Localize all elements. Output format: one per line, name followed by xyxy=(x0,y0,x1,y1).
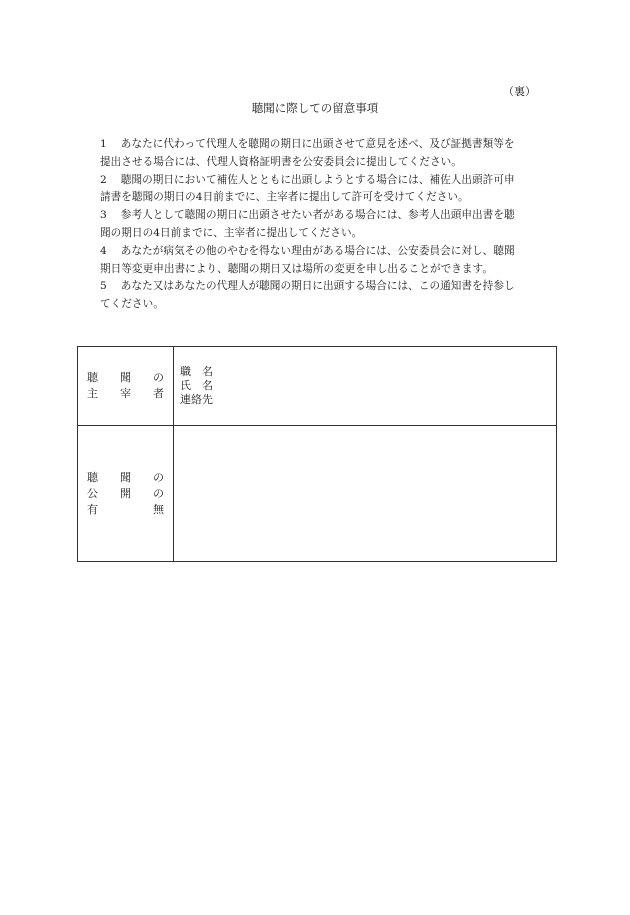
item-text-continued: 聞の期日の4日前までに、主宰者に提出してください。 xyxy=(100,226,363,239)
name-field-label: 氏 名 xyxy=(180,379,213,392)
presider-row xyxy=(78,347,557,426)
label-char: 無 xyxy=(153,502,164,516)
notice-items-list xyxy=(92,136,562,314)
notice-item-line xyxy=(100,296,562,314)
item-number: 4 xyxy=(100,244,107,257)
notice-item-3 xyxy=(92,207,562,243)
item-text: 聴聞の期日において補佐人とともに出頭しようとする場合には、補佐人出頭許可申 xyxy=(120,173,515,186)
item-text-continued: てください。 xyxy=(100,298,164,311)
label-char: 聴 xyxy=(87,470,98,484)
item-text: あなたに代わって代理人を聴聞の期日に出頭させて意見を述べ、及び証拠書類等を xyxy=(120,138,515,150)
label-char: 公 xyxy=(87,486,98,500)
disclosure-label-line-2 xyxy=(87,486,164,502)
item-text: あなたが病気その他のやむを得ない理由がある場合には、公安委員会に対し、聴聞 xyxy=(120,244,515,257)
contact-field-label: 連絡先 xyxy=(180,393,213,406)
item-number: 5 xyxy=(100,280,107,293)
label-char: 有 xyxy=(87,502,98,516)
notice-item-line xyxy=(100,189,562,207)
disclosure-label-line-3 xyxy=(87,502,164,518)
presider-value-cell[interactable] xyxy=(174,347,557,426)
disclosure-row xyxy=(78,426,557,562)
notice-item-line xyxy=(100,278,562,296)
item-number: 2 xyxy=(100,173,107,186)
item-text-continued: 期日等変更申出書により、聴聞の期日又は場所の変更を申し出ることができます。 xyxy=(100,262,493,275)
notice-item-line xyxy=(100,243,562,261)
notice-item-line xyxy=(100,154,562,172)
notice-item-line xyxy=(100,172,562,190)
label-char: 聞 xyxy=(120,470,131,484)
label-char: の xyxy=(153,470,164,484)
hearing-info-table xyxy=(77,346,557,562)
position-field-label: 職 名 xyxy=(180,365,213,378)
label-char: 聞 xyxy=(120,371,131,384)
label-char: 聴 xyxy=(87,371,98,384)
notice-item-1 xyxy=(92,136,562,172)
item-text: 参考人として聴聞の期日に出頭させたい者がある場合には、参考人出頭申出書を聴 xyxy=(120,209,515,222)
notice-item-line xyxy=(100,136,562,154)
presider-label-cell xyxy=(78,347,174,426)
document-title: 聴聞に際しての留意事項 xyxy=(251,101,379,115)
notice-item-line xyxy=(100,261,562,279)
label-char: の xyxy=(153,371,164,384)
disclosure-label-line-1 xyxy=(87,470,164,486)
notice-item-line xyxy=(100,225,562,243)
item-number: 1 xyxy=(100,138,107,150)
item-text-continued: 請書を聴聞の期日の4日前までに、主宰者に提出して許可を受けてください。 xyxy=(100,191,469,204)
notice-item-4 xyxy=(92,243,562,279)
notice-item-2 xyxy=(92,172,562,208)
notice-item-line xyxy=(100,207,562,225)
label-char: 宰 xyxy=(120,387,131,400)
notice-item-5 xyxy=(92,278,562,314)
label-char: の xyxy=(153,486,164,500)
label-char: 者 xyxy=(153,387,164,400)
presider-fields xyxy=(174,347,556,407)
item-text: あなた又はあなたの代理人が聴聞の期日に出頭する場合には、この通知書を持参し xyxy=(120,280,515,293)
disclosure-label-cell xyxy=(78,426,174,562)
page-side-label: （裏） xyxy=(503,85,536,98)
label-char: 開 xyxy=(120,486,131,500)
presider-label-line-2 xyxy=(87,386,164,402)
item-text-continued: 提出させる場合には、代理人資格証明書を公安委員会に提出してください。 xyxy=(100,155,462,168)
item-number: 3 xyxy=(100,209,107,222)
presider-label-line-1 xyxy=(87,370,164,386)
label-char: 主 xyxy=(87,387,98,400)
disclosure-value-cell[interactable] xyxy=(174,426,557,562)
